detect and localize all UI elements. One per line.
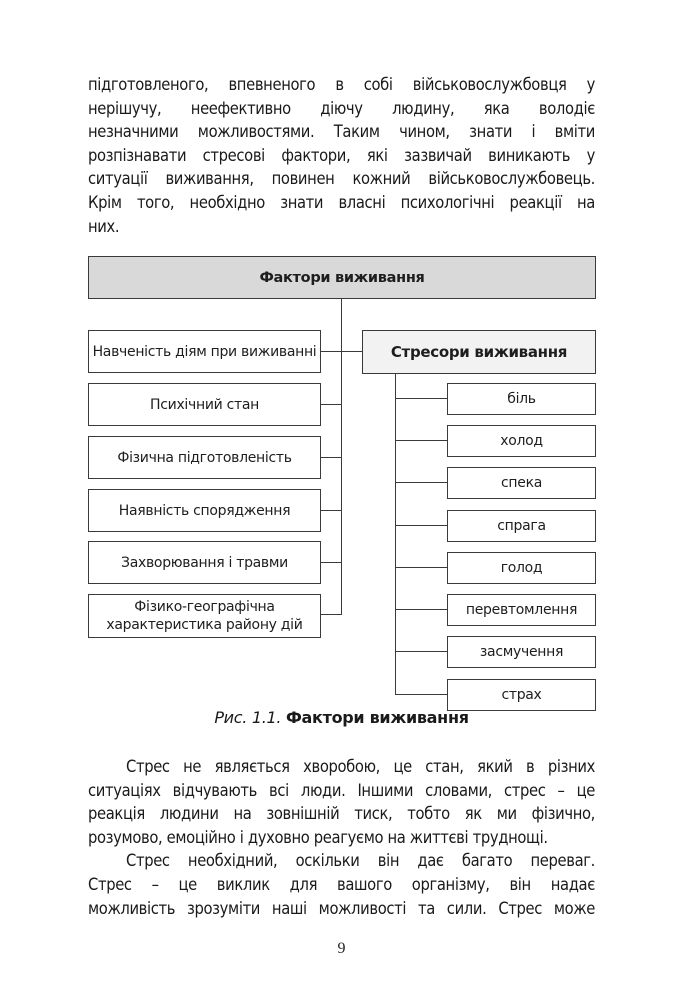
stressor-box — [447, 594, 596, 626]
factor-label: Захворювання і травми — [121, 554, 288, 571]
text-line: Крім того, необхідно знати власні психологічні реакції на — [88, 192, 595, 212]
connector — [395, 440, 447, 441]
text-line: підготовленого, впевненого в собі військовослужбовця у — [88, 75, 595, 94]
text-line: них. — [88, 216, 120, 236]
factor-label: Наявність спорядження — [118, 502, 291, 519]
stressors-header-box — [362, 330, 596, 374]
stressor-label: холод — [500, 433, 543, 449]
text-line: розпізнавати стресові фактори, які зазвичай виникають у — [88, 145, 595, 165]
connector — [321, 614, 342, 615]
factor-box — [88, 330, 321, 373]
stressor-box — [447, 552, 596, 584]
factor-label: Фізико-географічна характеристика району дій — [106, 599, 303, 633]
stressors-header-label: Стресори виживання — [390, 343, 568, 361]
stressor-label: засмучення — [479, 644, 564, 660]
stressor-label: страх — [501, 687, 542, 703]
diagram-root-box — [88, 256, 596, 299]
connector — [395, 567, 447, 568]
text-line: ситуаціях відчувають всі люди. Іншими словами, стрес – це — [88, 780, 595, 800]
connector — [321, 562, 342, 563]
stressor-label: перевтомлення — [465, 602, 578, 618]
figure-caption — [0, 708, 683, 727]
stressor-box — [447, 425, 596, 457]
connector — [395, 482, 447, 483]
stressor-box — [447, 467, 596, 499]
text-line: розумово, емоційно і духовно реагуємо на життєві труднощі. — [88, 827, 548, 847]
stressor-box — [447, 510, 596, 542]
connector — [321, 351, 362, 352]
text-line: можливість зрозуміти наші можливості та сили. Стрес може — [88, 898, 595, 918]
factor-label: Психічний стан — [150, 396, 259, 413]
stressor-label: спрага — [497, 518, 546, 534]
connector-trunk-stressors — [395, 374, 396, 695]
diagram-root-label: Фактори виживання — [259, 269, 425, 286]
connector — [321, 457, 342, 458]
connector — [321, 510, 342, 511]
factor-box — [88, 594, 321, 638]
stressor-label: голод — [500, 560, 543, 576]
connector — [395, 651, 447, 652]
text-line: ситуації виживання, повинен кожний військовослужбовець. — [88, 169, 595, 189]
stressor-box — [447, 383, 596, 415]
factor-box — [88, 489, 321, 532]
text-line: Стрес необхідний, оскільки він дає багато переваг. — [126, 851, 595, 871]
paragraph-top — [88, 73, 595, 238]
figure-number: Рис. 1.1. — [214, 708, 282, 727]
text-line: Стрес – це виклик для вашого організму, він надає — [88, 874, 595, 894]
text-line: незначними можливостями. Таким чином, знати і вміти — [88, 122, 595, 142]
factor-box — [88, 436, 321, 479]
connector — [395, 525, 447, 526]
connector — [321, 404, 342, 405]
paragraph-bottom — [88, 755, 595, 920]
factor-label: Фізична підготовленість — [117, 449, 292, 466]
connector — [395, 398, 447, 399]
text-line: Стрес не являється хворобою, це стан, який в різних — [126, 757, 595, 776]
connector — [395, 694, 447, 695]
factor-box — [88, 541, 321, 584]
figure-title: Фактори виживання — [285, 708, 469, 727]
text-line: нерішучу, неефективно діючу людину, яка володіє — [88, 98, 595, 118]
stressor-label: спека — [501, 475, 542, 491]
stressor-box — [447, 679, 596, 711]
stressor-label: біль — [507, 391, 536, 407]
text-line: реакція людини на зовнішній тиск, тобто як ми фізично, — [88, 804, 595, 824]
factor-box — [88, 383, 321, 426]
connector — [395, 609, 447, 610]
page-number: 9 — [337, 940, 346, 957]
stressor-box — [447, 636, 596, 668]
factor-label: Навченість діям при виживанні — [92, 343, 317, 360]
